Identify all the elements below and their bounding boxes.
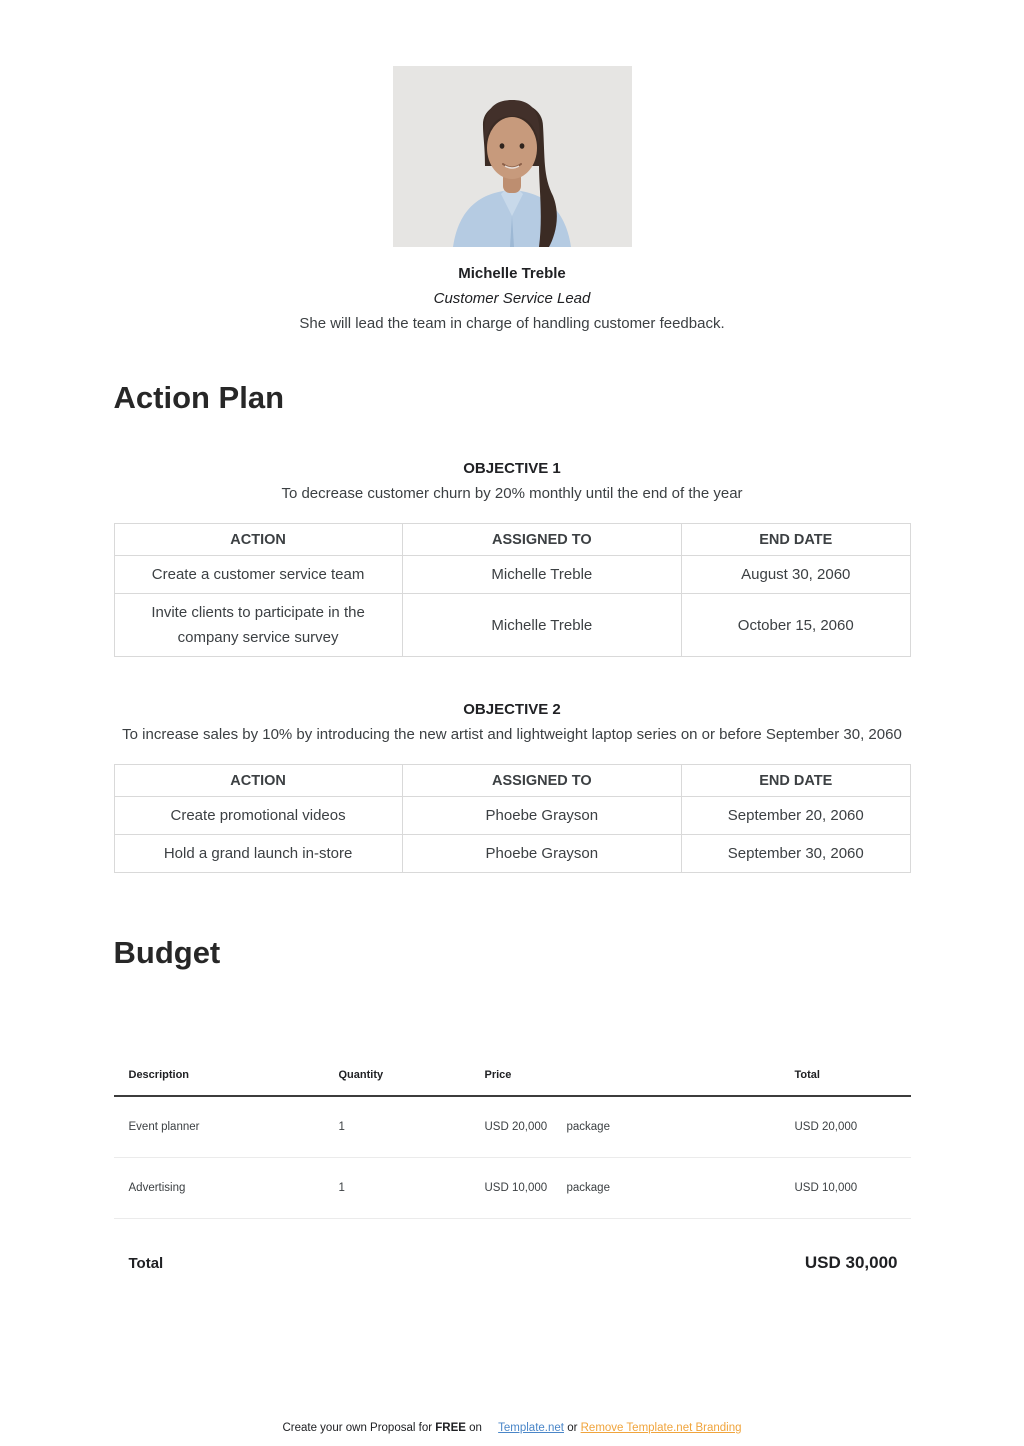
- budget-cell-quantity: 1: [338, 1121, 345, 1133]
- branding-footer: [0, 1422, 1024, 1434]
- objective-1-description: To decrease customer churn by 20% monthly until the end of the year: [281, 485, 743, 502]
- budget-cell-description: Advertising: [128, 1182, 186, 1194]
- cell-action: Create promotional videos: [114, 797, 402, 835]
- budget-cell-quantity: 1: [338, 1182, 345, 1194]
- table-row: [114, 556, 910, 594]
- budget-total-value: USD 30,000: [804, 1253, 898, 1272]
- cell-end-date: October 15, 2060: [682, 594, 910, 657]
- budget-column-description: Description: [128, 1069, 190, 1081]
- objective-2-label: OBJECTIVE 2: [463, 701, 561, 718]
- profile-photo: [393, 66, 632, 247]
- cell-assigned-to: Michelle Treble: [402, 594, 681, 657]
- cell-assigned-to: Michelle Treble: [402, 556, 681, 594]
- budget-cell-unit: package: [566, 1182, 610, 1194]
- column-header-assigned-to: ASSIGNED TO: [402, 765, 681, 797]
- column-header-assigned-to: ASSIGNED TO: [402, 524, 681, 556]
- table-row: [114, 594, 910, 657]
- cell-end-date: September 20, 2060: [682, 797, 910, 835]
- column-header-action: ACTION: [114, 765, 402, 797]
- template-net-link[interactable]: Template.net: [498, 1422, 564, 1434]
- budget-total-row: [114, 1253, 911, 1273]
- footer-free-text: FREE: [435, 1422, 466, 1434]
- footer-text: Create your own Proposal for: [282, 1422, 433, 1434]
- cell-action: Hold a grand launch in-store: [114, 835, 402, 873]
- column-header-action: ACTION: [114, 524, 402, 556]
- budget-column-unit: [552, 1065, 780, 1089]
- cell-end-date: September 30, 2060: [682, 835, 910, 873]
- profile-description: She will lead the team in charge of handling customer feedback.: [299, 315, 725, 332]
- budget-header-row: [114, 1059, 911, 1097]
- cell-action: Invite clients to participate in the company service survey: [114, 594, 402, 657]
- profile-name: Michelle Treble: [458, 265, 566, 282]
- objective-2-table: [114, 764, 911, 873]
- objective-1-table: [114, 523, 911, 657]
- column-header-end-date: END DATE: [682, 524, 910, 556]
- footer-on-text: on: [469, 1422, 482, 1434]
- budget-cell-total: USD 10,000: [794, 1182, 858, 1194]
- table-header-row: [114, 765, 910, 797]
- budget-heading: Budget: [113, 935, 221, 970]
- budget-column-price: Price: [484, 1069, 512, 1081]
- remove-branding-link[interactable]: Remove Template.net Branding: [580, 1422, 742, 1434]
- budget-cell-description: Event planner: [128, 1121, 200, 1133]
- budget-cell-price: USD 20,000: [484, 1121, 548, 1133]
- table-row: [114, 835, 910, 873]
- budget-cell-unit: package: [566, 1121, 610, 1133]
- cell-action: Create a customer service team: [114, 556, 402, 594]
- table-header-row: [114, 524, 910, 556]
- action-plan-heading: Action Plan: [113, 380, 285, 415]
- budget-total-label: Total: [128, 1254, 164, 1272]
- budget-column-quantity: Quantity: [338, 1069, 384, 1081]
- objective-2-description: To increase sales by 10% by introducing the new artist and lightweight laptop series on or before September 30, 2060: [122, 726, 902, 743]
- budget-cell-price: USD 10,000: [484, 1182, 548, 1194]
- footer-or-text: or: [567, 1422, 578, 1434]
- cell-end-date: August 30, 2060: [682, 556, 910, 594]
- cell-assigned-to: Phoebe Grayson: [402, 797, 681, 835]
- column-header-end-date: END DATE: [682, 765, 910, 797]
- profile-photo-illustration: [393, 66, 632, 247]
- table-row: [114, 797, 910, 835]
- budget-row: [114, 1158, 911, 1219]
- budget-table: [114, 1059, 911, 1273]
- budget-column-total: Total: [794, 1069, 820, 1081]
- budget-row: [114, 1097, 911, 1158]
- profile-title: Customer Service Lead: [433, 290, 591, 307]
- budget-cell-total: USD 20,000: [794, 1121, 858, 1133]
- objective-1-label: OBJECTIVE 1: [463, 460, 561, 477]
- cell-assigned-to: Phoebe Grayson: [402, 835, 681, 873]
